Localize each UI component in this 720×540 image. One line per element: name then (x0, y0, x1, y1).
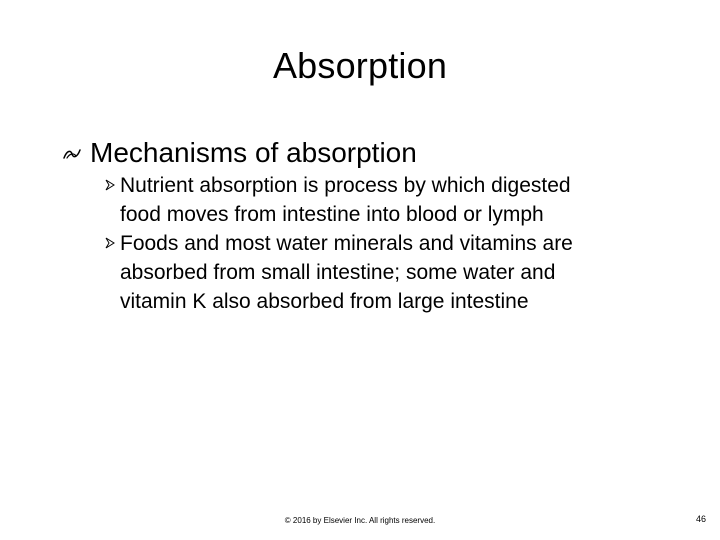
arrowhead-bullet-icon (105, 237, 115, 249)
curl-bullet-icon (62, 147, 82, 161)
sub-bullet-list (110, 171, 670, 316)
sub-bullet-item (110, 229, 670, 316)
slide-title: Absorption (272, 45, 448, 86)
copyright-footer: © 2016 by Elsevier Inc. All rights reserved. (284, 516, 436, 525)
arrowhead-bullet-icon (105, 179, 115, 191)
sub-bullet-text: Foods and most water minerals and vitamins are absorbed from small intestine; some water and vitamin K also absorbed from large intestine (120, 232, 573, 313)
sub-bullet-text: Nutrient absorption is process by which digested food moves from intestine into blood or lymph (120, 174, 571, 226)
main-bullet-point (62, 134, 682, 174)
page-number: 46 (695, 514, 706, 524)
main-bullet-text: Mechanisms of absorption (90, 137, 417, 168)
sub-bullet-item (110, 171, 670, 229)
